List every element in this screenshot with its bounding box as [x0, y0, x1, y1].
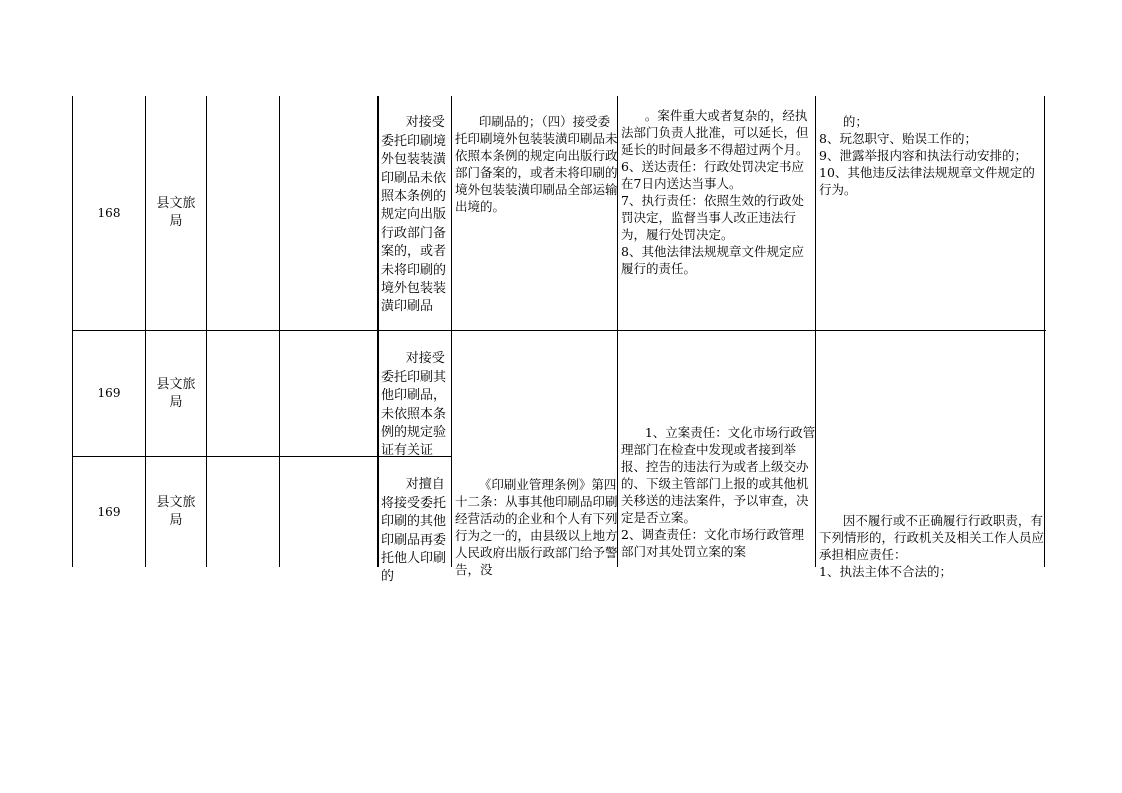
row-divider-168-169 [72, 330, 1046, 331]
row-169b-item: 对擅自将接受委托印刷的其他印刷品再委托他人印刷的 [381, 477, 447, 585]
row-169b-department: 县文旅 局 [156, 495, 196, 528]
row-168-number: 168 [97, 205, 121, 220]
row-169-accountability: 因不履行或不正确履行行政职责，有下列情形的，行政机关及相关工作人员应承担相应责任： 1、执法主体不合法的； [819, 513, 1045, 579]
row-168-responsibility: 。案件重大或者复杂的，经执法部门负责人批准，可以延长，但延长的时间最多不得超过两个月。 6、送达责任：行政处罚决定书应在7日内送达当事人。 7、执行责任：依照生效的行政处罚决定，监督当事人改正违法行为，履行处罚决定。 8、其他法律法规规章文件规定应履行的责任。 [621, 108, 809, 276]
row-169b-number: 169 [97, 504, 121, 519]
row-168-department: 县文旅 局 [156, 196, 196, 229]
row-169a-department: 县文旅 局 [156, 376, 196, 410]
row-169-responsibility: 1、立案责任：文化市场行政管理部门在检查中发现或者接到举报、控告的违法行为或者上级交办的、下级主管部门上报的或其他机关移送的违法案件，予以审查，决定是否立案。 2、调查责任：文化市场行政管理部门对其处罚立案的案 [621, 425, 816, 559]
row-168-accountability: 的； 8、玩忽职守、贻误工作的； 9、泄露举报内容和执法行动安排的； 10、其他违反法律法规规章文件规定的行为。 [819, 114, 1035, 197]
row-169a-number: 169 [97, 386, 121, 400]
row-169a-item: 对接受委托印刷其他印刷品，未依照本条例的规定验证有关证 [381, 351, 447, 459]
row-169-basis: 《印刷业管理条例》第四十二条：从事其他印刷品印刷经营活动的企业和个人有下列行为之一的，由县级以上地方人民政府出版行政部门给予警告，没 [455, 477, 618, 577]
table-viewport [72, 96, 1046, 585]
row-168-basis: 印刷品的；（四）接受委托印刷境外包装装潢印刷品未依照本条例的规定向出版行政部门备案的，或者未将印刷的境外包装装潢印刷品全部运输出境的。 [455, 114, 618, 214]
col-border-3 [279, 96, 280, 567]
row-168-item: 对接受委托印刷境外包装装潢印刷品未依照本条例的规定向出版行政部门备案的，或者未将印刷的境外包装装潢印刷品 [381, 115, 447, 315]
col-border-2 [206, 96, 207, 567]
